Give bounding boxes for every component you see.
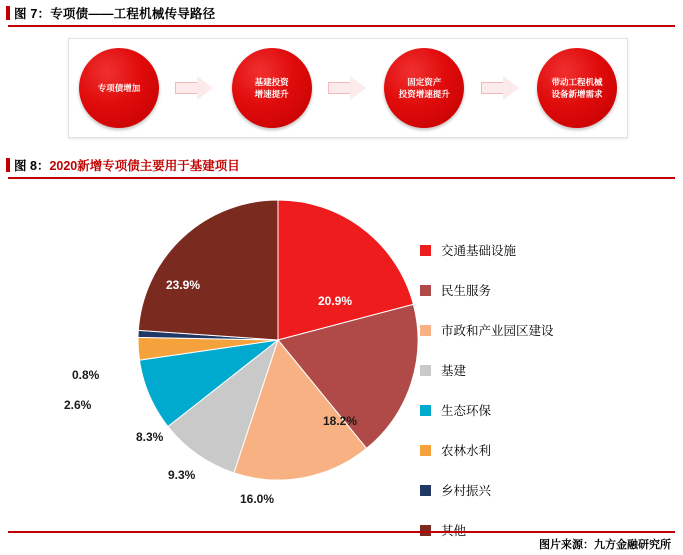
figure-8-title-text: 新增专项债主要用于基建项目 [77, 159, 240, 173]
flow-node-1-label: 专项债增加 [97, 83, 141, 93]
legend-item[interactable] [420, 230, 660, 270]
source-note: 图片来源：九方金融研究所 [539, 539, 671, 551]
flow-node-1 [79, 48, 159, 128]
flow-diagram [68, 38, 628, 138]
legend-label [441, 521, 466, 539]
legend-swatch-icon [420, 325, 431, 336]
legend-label: 生态环保 [441, 404, 492, 418]
legend-swatch-icon [420, 525, 431, 536]
flow-node-2-label-line2: 增速提升 [254, 89, 289, 99]
flow-node-4 [537, 48, 617, 128]
legend-swatch-icon [420, 445, 431, 456]
figure-8-title-row [0, 152, 683, 178]
legend-label: 市政和产业园区建设 [441, 324, 554, 338]
flow-node-4-label-line2: 设备新增需求 [551, 89, 603, 99]
pie-label-0: 20.9% [318, 294, 353, 308]
pie-slice [138, 200, 278, 340]
legend-label: 民生服务 [441, 284, 492, 298]
figure-7-divider [8, 25, 675, 27]
legend-swatch-icon [420, 365, 431, 376]
legend-item[interactable] [420, 470, 660, 510]
pie-chart [8, 182, 675, 522]
legend-item[interactable] [420, 310, 660, 350]
pie-label-6: 0.8% [72, 368, 100, 382]
figure-8-title [14, 156, 240, 174]
pie-label-4: 8.3% [136, 430, 164, 444]
pie-graphic [128, 190, 428, 490]
legend-swatch-icon [420, 405, 431, 416]
legend-label: 农林水利 [441, 444, 492, 458]
figure-7-title [14, 4, 215, 22]
figure-7-title-text: 专项债——工程机械传导路径 [50, 7, 216, 21]
flow-node-2 [232, 48, 312, 128]
flow-node-3 [384, 48, 464, 128]
title-accent-bar [6, 158, 10, 172]
legend [420, 230, 660, 550]
pie-label-3: 9.3% [168, 468, 196, 482]
legend-label: 乡村振兴 [441, 484, 492, 498]
legend-swatch-icon [420, 285, 431, 296]
right-arrow-icon [328, 75, 368, 101]
right-arrow-icon [481, 75, 521, 101]
figure-7-title-row [0, 0, 683, 26]
flow-node-4-label-line1: 带动工程机械 [551, 77, 603, 87]
right-arrow-icon [175, 75, 215, 101]
legend-label: 交通基础设施 [441, 244, 517, 258]
pie-label-2: 16.0% [240, 492, 275, 506]
title-accent-bar [6, 6, 10, 20]
figure-8-title-label: 图 8： [14, 159, 50, 173]
legend-item[interactable] [420, 270, 660, 310]
legend-label: 基建 [441, 364, 467, 378]
pie-label-5: 2.6% [64, 398, 92, 412]
figure-7-section [0, 0, 683, 150]
figure-8-section [0, 152, 683, 555]
legend-item[interactable] [420, 390, 660, 430]
legend-item[interactable] [420, 430, 660, 470]
pie-label-1: 18.2% [323, 414, 358, 428]
flow-node-3-label-line2: 投资增速提升 [398, 89, 450, 99]
legend-swatch-icon [420, 485, 431, 496]
pie-svg [128, 190, 428, 490]
figure-8-title-number: 2020 [49, 159, 78, 173]
flow-node-2-label-line1: 基建投资 [254, 77, 289, 87]
legend-item[interactable] [420, 350, 660, 390]
legend-swatch-icon [420, 245, 431, 256]
source-divider [8, 531, 675, 533]
pie-label-7: 23.9% [166, 278, 201, 292]
flow-node-3-label-line1: 固定资产 [407, 77, 442, 87]
figure-7-title-label: 图 7： [14, 7, 51, 21]
figure-8-divider [8, 177, 675, 179]
